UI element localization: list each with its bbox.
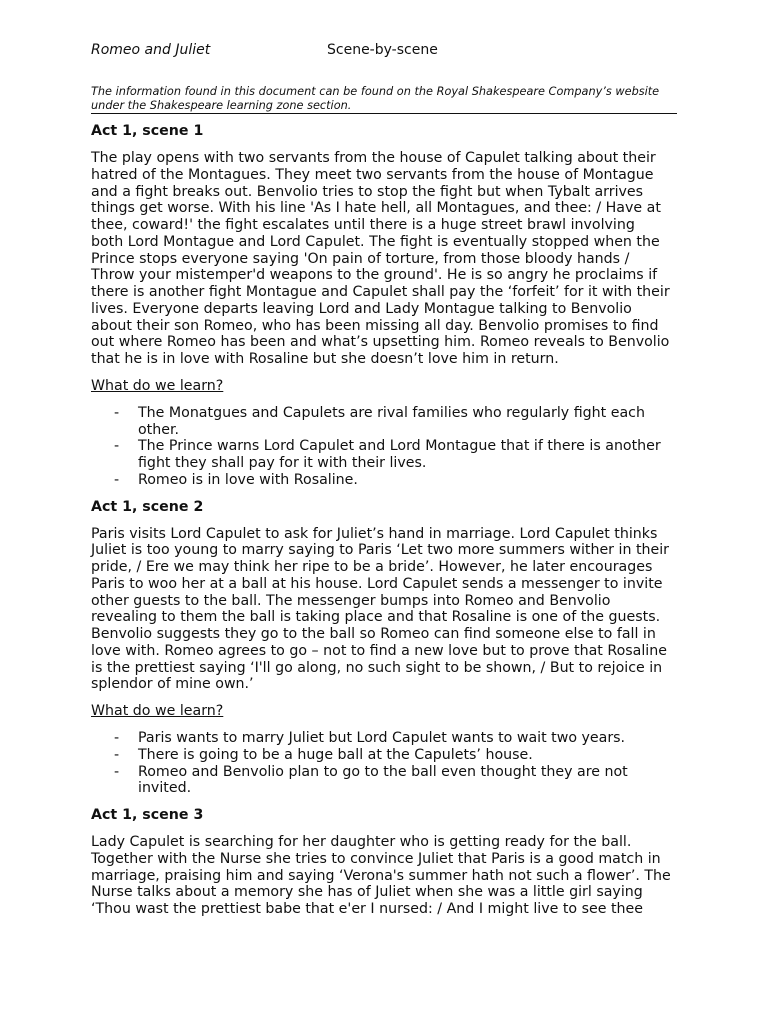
scene-summary [91,526,677,694]
source-note-line: The information found in this document can be found on the Royal Shakespeare Company’s website [91,85,660,98]
list-item-text: Paris wants to marry Juliet but Lord Capulet wants to wait two years. [138,730,626,746]
summary-line: other guests to the ball. The messenger bumps into Romeo and Benvolio [91,592,611,609]
bullet-dash: - [114,404,120,421]
scene-summary [91,834,677,918]
summary-line: about their son Romeo, who has been missing all day. Benvolio promises to find [91,317,659,334]
summary-line: love with. Romeo agrees to go – not to find a new love but to prove that Rosaline [91,642,667,659]
list-item-text: Romeo and Benvolio plan to go to the ball even thought they are not [138,763,628,780]
summary-line: Juliet is too young to marry saying to Paris ‘Let two more summers wither in their [91,542,670,559]
list-item-text: Romeo is in love with Rosaline. [138,471,358,488]
summary-line: is the prettiest saying ‘I'll go along, no such sight to be shown, / But to rejoice in [91,659,663,676]
source-note-line: under the Shakespeare learning zone section. [91,98,352,112]
summary-line: Lady Capulet is searching for her daughter who is getting ready for the ball. [91,834,632,850]
summary-line: Benvolio suggests they go to the ball so Romeo can find someone else to fall in [91,626,656,642]
summary-line: Prince stops everyone saying 'On pain of torture, from those bloody hands / [91,250,630,267]
bullet-dash: - [114,438,120,455]
summary-line: revealing to them the ball is taking place and that Rosaline is one of the guests. [91,609,661,626]
what-do-we-learn-heading: What do we learn? [91,703,224,719]
summary-line: Paris visits Lord Capulet to ask for Juliet’s hand in marriage. Lord Capulet thinks [91,525,658,542]
summary-line: out where Romeo has been and what’s upsetting him. Romeo reveals to Benvolio [91,334,670,351]
summary-line: thee, coward!' the fight escalates until there is a huge street brawl involving [91,217,635,233]
source-note [91,85,677,114]
summary-line: pride, / Ere we may think her ripe to be a bride’. However, he later encourages [91,559,653,575]
scene-summary [91,150,677,368]
bullet-dash: - [114,746,120,763]
list-item-text: fight they shall pay for it with their lives. [138,455,427,471]
learn-list [91,405,677,489]
summary-line: there is another fight Montague and Capulet shall pay the ‘forfeit’ for it with their [91,284,670,300]
list-item [91,438,677,472]
summary-line: both Lord Montague and Lord Capulet. The fight is eventually stopped when the [91,233,660,250]
what-do-we-learn-heading: What do we learn? [91,377,224,394]
summary-line: things get worse. With his line 'As I hate hell, all Montagues, and thee: / Have at [91,200,661,217]
summary-line: Throw your mistemper'd weapons to the ground'. He is so angry he proclaims if [91,267,658,284]
learn-list [91,730,677,797]
summary-line: and a fight breaks out. Benvolio tries to stop the fight but when Tybalt arrives [91,183,644,200]
summary-line: splendor of mine own.’ [91,676,254,693]
bullet-dash: - [114,471,120,488]
bullet-dash: - [114,763,120,780]
summary-line: lives. Everyone departs leaving Lord and Lady Montague talking to Benvolio [91,300,632,317]
summary-line: that he is in love with Rosaline but she doesn’t love him in return. [91,351,559,367]
list-item-text: The Prince warns Lord Capulet and Lord Montague that if there is another [138,438,661,455]
scene-heading: Act 1, scene 2 [91,498,204,515]
summary-line: Paris to woo her at a ball at his house. Lord Capulet sends a messenger to invite [91,575,663,592]
summary-line: The play opens with two servants from the house of Capulet talking about their [91,150,656,166]
summary-line: Together with the Nurse she tries to convince Juliet that Paris is a good match in [91,850,661,867]
summary-line: hatred of the Montagues. They meet two servants from the house of Montague [91,166,654,183]
scene-heading: Act 1, scene 3 [91,807,204,823]
document-subtitle: Scene-by-scene [327,42,438,58]
list-item-text: invited. [138,780,192,797]
list-item-text: other. [138,421,180,438]
list-item-text: The Monatgues and Capulets are rival families who regularly fight each [138,404,645,421]
bullet-dash: - [114,730,120,746]
page-content [91,40,677,918]
summary-line: ‘Thou wast the prettiest babe that e'er I nursed: / And I might live to see thee [91,901,643,917]
list-item [91,764,677,798]
list-item [91,472,677,489]
document-title: Romeo and Juliet [91,42,211,58]
list-item [91,730,677,747]
summary-line: Nurse talks about a memory she has of Juliet when she was a little girl saying [91,884,643,901]
summary-line: marriage, praising him and saying ‘Verona's summer hath not such a flower’. The [91,867,671,884]
list-item-text: There is going to be a huge ball at the Capulets’ house. [138,746,533,763]
scene-heading: Act 1, scene 1 [91,123,204,139]
list-item [91,405,677,439]
list-item [91,747,677,764]
page-header [91,40,677,60]
